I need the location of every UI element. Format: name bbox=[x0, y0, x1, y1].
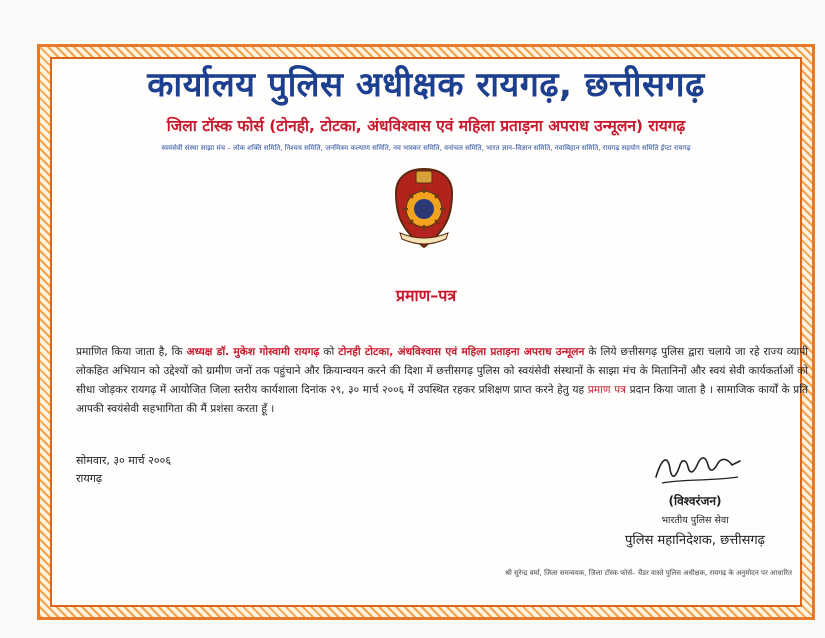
certificate-heading: प्रमाण–पत्र bbox=[395, 286, 457, 305]
signatory-service: भारतीय पुलिस सेवा bbox=[661, 515, 729, 526]
police-emblem-icon bbox=[378, 163, 470, 255]
approval-footnote: श्री सुरेन्द्र वर्मा, जिला समन्वयक, जिला टॉस्क फोर्स– चैंडर वास्ते पुलिस अधीक्षक, रायगढ़ के अनुमोदन पर आधारित bbox=[505, 569, 792, 577]
signatory-title: पुलिस महानिदेशक, छत्तीसगढ़ bbox=[625, 533, 765, 548]
issue-place: रायगढ़ bbox=[76, 472, 103, 485]
task-force-subtitle: जिला टॉस्क फोर्स (टोनही, टोटका, अंधविश्वास एवं महिला प्रताड़ना अपराध उन्मूलन) रायगढ़ bbox=[166, 117, 686, 135]
signatory-name: (विश्वरंजन) bbox=[668, 494, 722, 508]
certificate-word: प्रमाण पत्र bbox=[587, 384, 627, 396]
associations-line: स्वयंसेवी संस्था साझा मंच – लोक शक्ति समिति, निश्चय समिति, जनमित्रम कल्याण समिति, नव भास्कर समिति, वनांचल समिति, भारत ज्ञान–विज्ञान समिति, नवाबिहान समिति, रायगढ़ सहयोग समिति ईप्टा रायगढ़ bbox=[161, 144, 691, 152]
office-title: कार्यालय पुलिस अधीक्षक रायगढ़, छत्तीसगढ़ bbox=[147, 65, 705, 105]
signatory-block bbox=[600, 492, 790, 548]
campaign-name: टोनही टोटका, अंधविश्वास एवं महिला प्रताड़ना अपराध उन्मूलन bbox=[338, 346, 585, 358]
certificate-body bbox=[76, 343, 808, 419]
issue-date: सोमवार, ३० मार्च २००६ bbox=[76, 454, 172, 467]
body-text-part: के लिये छत्तीसगढ़ पुलिस द्वारा चलाये जा रहे राज्य व्यापी लोकहित अभियान को उद्देश्यों को ग्रामीण जनों तक पहुंचाने और क्रियान्वयन करने की दिशा में छत्तीसगढ़ पुलिस को स्वयंसेवी संस्थानों के साझा मंच के मितानिनों और स्वयं सेवी कार्यकर्ताओं को सीधा जोड़कर रायगढ़ में आयोजित जिला स्तरीय कार्यशाला दिनांक २९, ३० मार्च २००६ में उपस्थित रहकर प्रशिक्षण प्राप्त करने हेतु यह bbox=[76, 346, 808, 396]
signature-icon bbox=[652, 447, 744, 491]
body-text-part: प्रदान किया जाता है । सामाजिक कार्यों के प्रति आपकी स्वयंसेवी सहभागिता की मैं प्रशंसा करता हूँ । bbox=[76, 384, 808, 415]
body-text-part: प्रमाणित किया जाता है, कि bbox=[76, 346, 187, 358]
body-text-part: को bbox=[319, 346, 339, 358]
recipient-name: अध्यक्ष डॉ. मुकेश गोस्वामी रायगढ़ bbox=[186, 346, 320, 358]
